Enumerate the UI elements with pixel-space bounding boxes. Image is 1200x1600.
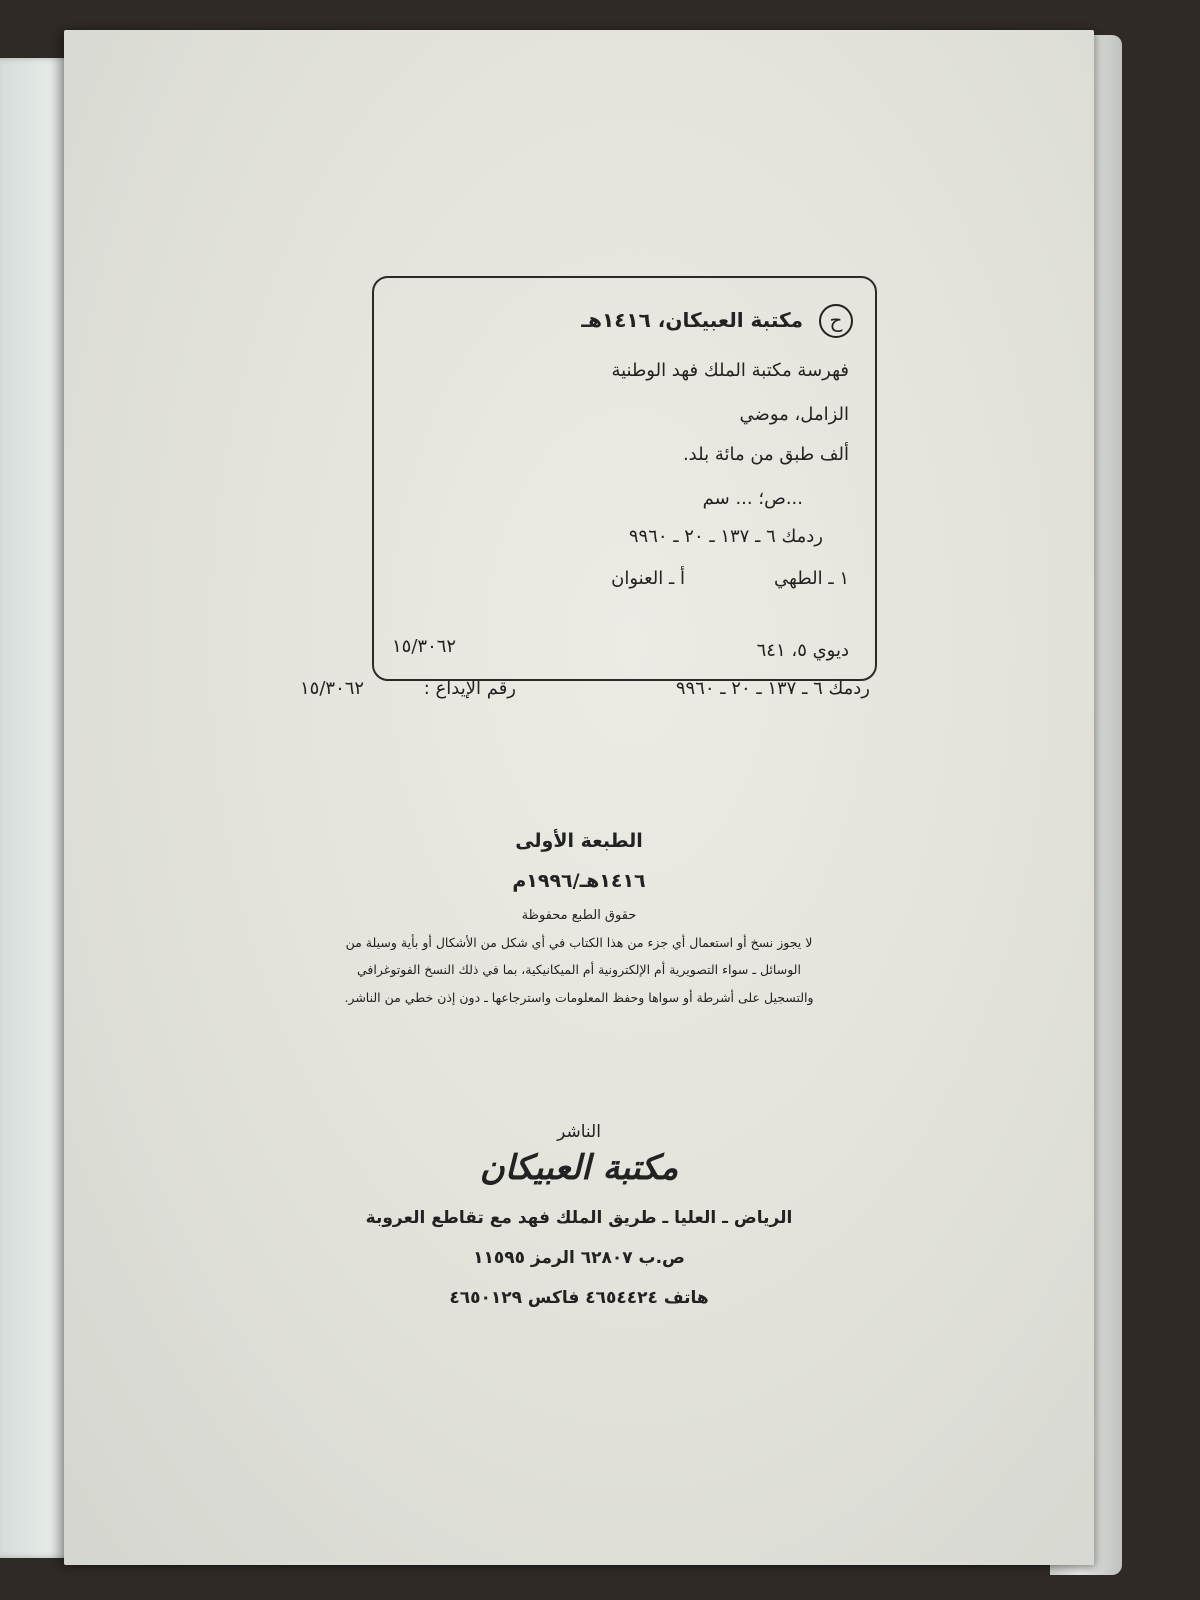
cip-title-line: ألف طبق من مائة بلد. xyxy=(682,444,849,465)
cip-extent-line: ...ص؛ ... سم xyxy=(702,488,803,509)
book-page xyxy=(64,30,1094,1565)
cip-deposit-number: ١٥/٣٠٦٢ xyxy=(392,636,457,657)
rights-reserved: حقوق الطبع محفوظة xyxy=(521,908,637,923)
cip-author-line: الزامل، موضي xyxy=(739,404,849,425)
cataloging-in-publication-box xyxy=(372,276,877,681)
cip-title-entry: أ ـ العنوان xyxy=(611,568,685,589)
copyright-notice-line-1: لا يجوز نسخ أو استعمال أي جزء من هذا الكتاب في أي شكل من الأشكال أو بأية وسيلة من xyxy=(345,935,813,950)
cip-catalog-line: فهرسة مكتبة الملك فهد الوطنية xyxy=(611,360,849,381)
copyright-icon: ح xyxy=(819,304,853,338)
publisher-logo: مكتبة العبيكان xyxy=(479,1148,679,1188)
edition-title: الطبعة الأولى xyxy=(515,830,643,852)
cip-dewey-line: ديوي ٥، ٦٤١ xyxy=(756,640,849,661)
publisher-address: الرياض ـ العليا ـ طريق الملك فهد مع تقاطع العروبة xyxy=(365,1208,793,1228)
deposit-label: رقم الإيداع : xyxy=(423,678,516,699)
copyright-notice-line-3: والتسجيل على أشرطة أو سواها وحفظ المعلومات واسترجاعها ـ دون إذن خطي من الناشر. xyxy=(344,990,814,1005)
publisher-phone-fax: هاتف ٤٦٥٤٤٢٤ فاكس ٤٦٥٠١٢٩ xyxy=(449,1288,709,1308)
cip-publisher-line: مكتبة العبيكان، ١٤١٦هـ xyxy=(581,308,803,332)
cip-subject-line: ١ ـ الطهي xyxy=(774,568,849,589)
book-cover-left xyxy=(0,58,72,1558)
cip-isbn-line: ردمك ٦ ـ ١٣٧ ـ ٢٠ ـ ٩٩٦٠ xyxy=(628,526,823,547)
deposit-number: ١٥/٣٠٦٢ xyxy=(300,678,365,699)
edition-date: ١٤١٦هـ/١٩٩٦م xyxy=(512,870,646,892)
publisher-po-box: ص.ب ٦٢٨٠٧ الرمز ١١٥٩٥ xyxy=(473,1248,685,1268)
isbn-below-box: ردمك ٦ ـ ١٣٧ ـ ٢٠ ـ ٩٩٦٠ xyxy=(675,678,870,699)
copyright-notice-line-2: الوسائل ـ سواء التصويرية أم الإلكترونية أم الميكانيكية، بما في ذلك النسخ الفوتوغرافي xyxy=(357,962,801,977)
publisher-label: الناشر xyxy=(557,1122,601,1142)
